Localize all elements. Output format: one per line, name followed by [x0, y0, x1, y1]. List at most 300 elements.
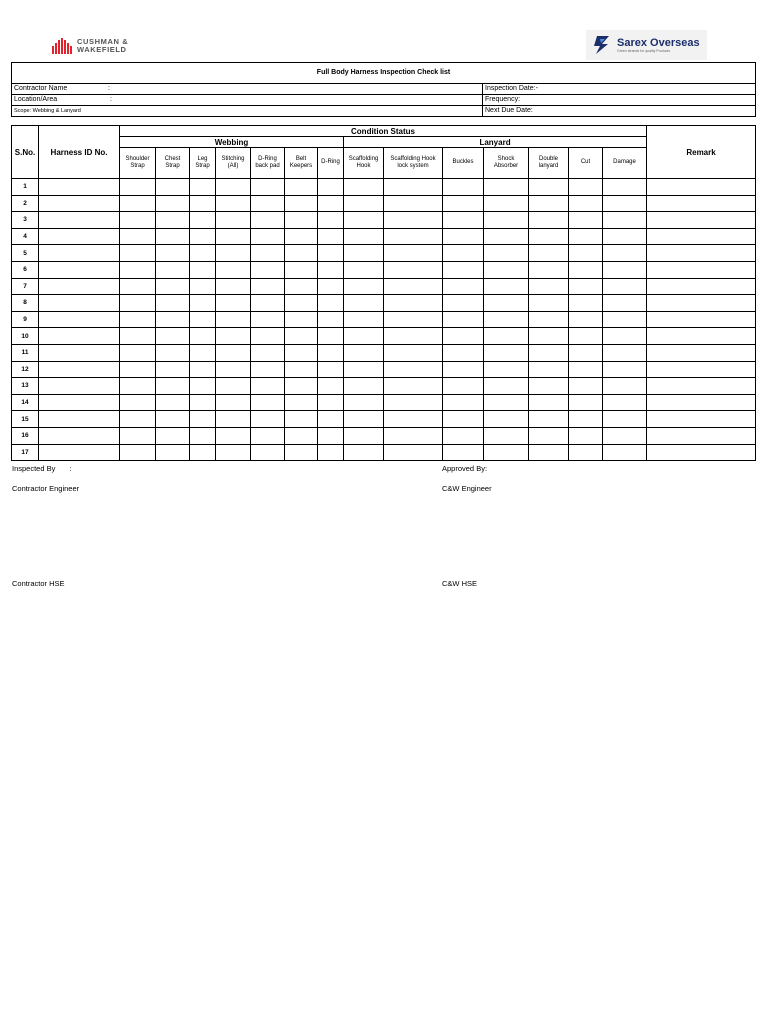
condition-cell[interactable] [484, 278, 529, 295]
condition-cell[interactable] [216, 394, 251, 411]
condition-cell[interactable] [344, 228, 384, 245]
condition-cell[interactable] [529, 411, 569, 428]
condition-cell[interactable] [156, 228, 190, 245]
condition-cell[interactable] [384, 311, 443, 328]
contractor-name-label: Contractor Name [14, 85, 68, 92]
remark-cell[interactable] [647, 311, 756, 328]
condition-cell[interactable] [190, 295, 216, 312]
condition-cell[interactable] [318, 179, 344, 196]
frequency-field[interactable] [483, 95, 756, 106]
remark-cell[interactable] [647, 261, 756, 278]
condition-cell[interactable] [120, 278, 156, 295]
scope-label: Scope: Webbing & Lanyard [14, 108, 81, 114]
condition-cell[interactable] [251, 344, 285, 361]
condition-cell[interactable] [384, 261, 443, 278]
condition-cell[interactable] [285, 245, 318, 262]
remark-cell[interactable] [647, 427, 756, 444]
condition-cell[interactable] [318, 228, 344, 245]
condition-cell[interactable] [529, 195, 569, 212]
condition-cell[interactable] [344, 195, 384, 212]
condition-cell[interactable] [603, 427, 647, 444]
condition-cell[interactable] [443, 311, 484, 328]
condition-cell[interactable] [216, 228, 251, 245]
condition-cell[interactable] [216, 179, 251, 196]
table-row [12, 394, 756, 411]
condition-cell[interactable] [216, 328, 251, 345]
condition-cell[interactable] [484, 444, 529, 461]
condition-cell[interactable] [484, 228, 529, 245]
condition-cell[interactable] [120, 261, 156, 278]
table-row [12, 261, 756, 278]
harness-id-cell[interactable] [39, 228, 120, 245]
condition-cell[interactable] [384, 212, 443, 229]
condition-cell[interactable] [529, 444, 569, 461]
condition-cell[interactable] [120, 344, 156, 361]
condition-cell[interactable] [484, 261, 529, 278]
condition-cell[interactable] [443, 278, 484, 295]
condition-cell[interactable] [484, 179, 529, 196]
condition-cell[interactable] [285, 328, 318, 345]
remark-cell[interactable] [647, 328, 756, 345]
condition-cell[interactable] [529, 394, 569, 411]
webbing-col-header-line: Belt [295, 155, 307, 162]
remark-cell[interactable] [647, 378, 756, 395]
condition-cell[interactable] [384, 328, 443, 345]
form-title: Full Body Harness Inspection Check list [12, 63, 756, 84]
condition-cell[interactable] [484, 212, 529, 229]
condition-cell[interactable] [156, 245, 190, 262]
condition-cell[interactable] [156, 444, 190, 461]
remark-cell[interactable] [647, 344, 756, 361]
condition-cell[interactable] [384, 245, 443, 262]
condition-cell[interactable] [344, 394, 384, 411]
condition-cell[interactable] [344, 261, 384, 278]
condition-cell[interactable] [156, 295, 190, 312]
condition-cell[interactable] [156, 311, 190, 328]
condition-cell[interactable] [251, 245, 285, 262]
condition-cell[interactable] [190, 179, 216, 196]
condition-cell[interactable] [216, 427, 251, 444]
condition-cell[interactable] [251, 228, 285, 245]
condition-cell[interactable] [529, 179, 569, 196]
condition-cell[interactable] [216, 444, 251, 461]
harness-id-cell[interactable] [39, 179, 120, 196]
condition-cell[interactable] [443, 344, 484, 361]
condition-cell[interactable] [569, 212, 603, 229]
contractor-name-field[interactable] [12, 84, 483, 95]
condition-cell[interactable] [156, 212, 190, 229]
condition-cell[interactable] [156, 328, 190, 345]
condition-cell[interactable] [285, 228, 318, 245]
webbing-col-header [190, 148, 216, 179]
condition-cell[interactable] [285, 311, 318, 328]
condition-cell[interactable] [603, 344, 647, 361]
condition-cell[interactable] [603, 179, 647, 196]
condition-cell[interactable] [318, 328, 344, 345]
condition-cell[interactable] [443, 179, 484, 196]
lanyard-col-header [529, 148, 569, 179]
condition-cell[interactable] [318, 195, 344, 212]
condition-cell[interactable] [251, 361, 285, 378]
condition-cell[interactable] [484, 411, 529, 428]
condition-cell[interactable] [569, 444, 603, 461]
condition-cell[interactable] [120, 179, 156, 196]
condition-cell[interactable] [384, 444, 443, 461]
inspection-date-field[interactable] [483, 84, 756, 95]
harness-id-cell[interactable] [39, 212, 120, 229]
condition-cell[interactable] [190, 411, 216, 428]
harness-id-cell[interactable] [39, 378, 120, 395]
condition-cell[interactable] [251, 212, 285, 229]
remark-cell[interactable] [647, 444, 756, 461]
condition-cell[interactable] [251, 311, 285, 328]
condition-cell[interactable] [344, 212, 384, 229]
condition-cell[interactable] [484, 344, 529, 361]
condition-cell[interactable] [443, 378, 484, 395]
condition-cell[interactable] [443, 444, 484, 461]
condition-cell[interactable] [569, 361, 603, 378]
condition-cell[interactable] [318, 245, 344, 262]
condition-cell[interactable] [384, 427, 443, 444]
condition-cell[interactable] [344, 328, 384, 345]
condition-cell[interactable] [251, 394, 285, 411]
row-number: 17 [12, 444, 39, 461]
condition-cell[interactable] [443, 411, 484, 428]
lanyard-col-header [443, 148, 484, 179]
condition-cell[interactable] [603, 278, 647, 295]
condition-cell[interactable] [344, 344, 384, 361]
harness-id-cell[interactable] [39, 261, 120, 278]
condition-cell[interactable] [156, 344, 190, 361]
cw-hse-label: C&W HSE [442, 579, 478, 588]
condition-cell[interactable] [318, 444, 344, 461]
condition-cell[interactable] [156, 394, 190, 411]
condition-cell[interactable] [251, 411, 285, 428]
condition-cell[interactable] [529, 228, 569, 245]
condition-cell[interactable] [569, 411, 603, 428]
condition-cell[interactable] [156, 361, 190, 378]
condition-cell[interactable] [384, 278, 443, 295]
condition-cell[interactable] [285, 261, 318, 278]
condition-cell[interactable] [120, 378, 156, 395]
condition-cell[interactable] [120, 328, 156, 345]
condition-cell[interactable] [285, 361, 318, 378]
condition-cell[interactable] [318, 394, 344, 411]
harness-id-cell[interactable] [39, 411, 120, 428]
table-row [12, 427, 756, 444]
condition-cell[interactable] [216, 378, 251, 395]
condition-cell[interactable] [603, 245, 647, 262]
remark-cell[interactable] [647, 228, 756, 245]
condition-cell[interactable] [318, 295, 344, 312]
condition-cell[interactable] [603, 444, 647, 461]
condition-cell[interactable] [190, 361, 216, 378]
condition-cell[interactable] [529, 344, 569, 361]
harness-id-cell[interactable] [39, 361, 120, 378]
condition-cell[interactable] [120, 411, 156, 428]
condition-cell[interactable] [529, 311, 569, 328]
remark-cell[interactable] [647, 179, 756, 196]
condition-cell[interactable] [120, 212, 156, 229]
condition-cell[interactable] [216, 261, 251, 278]
condition-cell[interactable] [216, 311, 251, 328]
condition-cell[interactable] [569, 427, 603, 444]
condition-cell[interactable] [344, 427, 384, 444]
condition-cell[interactable] [569, 344, 603, 361]
condition-cell[interactable] [569, 328, 603, 345]
condition-cell[interactable] [384, 394, 443, 411]
remark-cell[interactable] [647, 245, 756, 262]
condition-cell[interactable] [190, 261, 216, 278]
condition-cell[interactable] [344, 444, 384, 461]
remark-cell[interactable] [647, 195, 756, 212]
condition-cell[interactable] [443, 361, 484, 378]
harness-id-cell[interactable] [39, 444, 120, 461]
condition-cell[interactable] [156, 378, 190, 395]
condition-cell[interactable] [190, 311, 216, 328]
harness-id-cell[interactable] [39, 295, 120, 312]
condition-cell[interactable] [190, 212, 216, 229]
condition-cell[interactable] [156, 427, 190, 444]
condition-cell[interactable] [156, 195, 190, 212]
harness-id-cell[interactable] [39, 245, 120, 262]
remark-cell[interactable] [647, 212, 756, 229]
condition-cell[interactable] [285, 212, 318, 229]
condition-cell[interactable] [190, 444, 216, 461]
condition-cell[interactable] [384, 295, 443, 312]
lanyard-col-header-line: Cut [580, 159, 591, 166]
condition-cell[interactable] [216, 195, 251, 212]
condition-cell[interactable] [344, 411, 384, 428]
condition-cell[interactable] [529, 295, 569, 312]
condition-cell[interactable] [484, 394, 529, 411]
condition-cell[interactable] [344, 378, 384, 395]
condition-cell[interactable] [190, 328, 216, 345]
condition-cell[interactable] [251, 179, 285, 196]
condition-cell[interactable] [190, 245, 216, 262]
condition-cell[interactable] [484, 378, 529, 395]
condition-cell[interactable] [216, 361, 251, 378]
condition-cell[interactable] [120, 245, 156, 262]
lanyard-col-header [484, 148, 529, 179]
form-header-table [11, 62, 756, 117]
condition-cell[interactable] [156, 261, 190, 278]
condition-cell[interactable] [529, 427, 569, 444]
condition-cell[interactable] [484, 295, 529, 312]
condition-cell[interactable] [190, 228, 216, 245]
remark-cell[interactable] [647, 394, 756, 411]
condition-cell[interactable] [569, 261, 603, 278]
condition-cell[interactable] [190, 278, 216, 295]
condition-cell[interactable] [443, 295, 484, 312]
condition-cell[interactable] [344, 179, 384, 196]
scope-field [12, 106, 483, 117]
condition-cell[interactable] [120, 295, 156, 312]
condition-cell[interactable] [569, 195, 603, 212]
condition-cell[interactable] [251, 295, 285, 312]
condition-cell[interactable] [120, 427, 156, 444]
condition-cell[interactable] [603, 195, 647, 212]
condition-cell[interactable] [569, 278, 603, 295]
condition-cell[interactable] [443, 212, 484, 229]
condition-cell[interactable] [216, 295, 251, 312]
lanyard-col-header-line: Damage [613, 159, 636, 166]
condition-cell[interactable] [484, 427, 529, 444]
condition-cell[interactable] [318, 427, 344, 444]
condition-cell[interactable] [156, 179, 190, 196]
condition-cell[interactable] [529, 261, 569, 278]
condition-cell[interactable] [285, 427, 318, 444]
condition-cell[interactable] [603, 261, 647, 278]
condition-cell[interactable] [344, 278, 384, 295]
condition-cell[interactable] [443, 228, 484, 245]
harness-id-cell[interactable] [39, 328, 120, 345]
condition-cell[interactable] [603, 361, 647, 378]
harness-id-cell[interactable] [39, 278, 120, 295]
condition-cell[interactable] [318, 212, 344, 229]
condition-cell[interactable] [569, 394, 603, 411]
condition-cell[interactable] [120, 394, 156, 411]
condition-cell[interactable] [251, 278, 285, 295]
condition-cell[interactable] [569, 179, 603, 196]
condition-cell[interactable] [318, 311, 344, 328]
condition-cell[interactable] [443, 245, 484, 262]
condition-cell[interactable] [384, 344, 443, 361]
condition-cell[interactable] [529, 361, 569, 378]
remark-cell[interactable] [647, 295, 756, 312]
next-due-date-field[interactable] [483, 106, 756, 117]
condition-cell[interactable] [285, 394, 318, 411]
condition-cell[interactable] [484, 311, 529, 328]
condition-cell[interactable] [216, 212, 251, 229]
table-row [12, 344, 756, 361]
condition-cell[interactable] [529, 378, 569, 395]
condition-cell[interactable] [251, 195, 285, 212]
condition-cell[interactable] [318, 378, 344, 395]
condition-cell[interactable] [251, 261, 285, 278]
condition-cell[interactable] [190, 394, 216, 411]
remark-cell[interactable] [647, 278, 756, 295]
condition-cell[interactable] [285, 195, 318, 212]
condition-cell[interactable] [120, 311, 156, 328]
condition-cell[interactable] [120, 228, 156, 245]
condition-cell[interactable] [190, 378, 216, 395]
condition-cell[interactable] [318, 361, 344, 378]
condition-cell[interactable] [484, 328, 529, 345]
condition-cell[interactable] [603, 212, 647, 229]
condition-cell[interactable] [285, 295, 318, 312]
condition-cell[interactable] [190, 344, 216, 361]
row-number: 5 [12, 245, 39, 262]
condition-cell[interactable] [285, 411, 318, 428]
condition-cell[interactable] [120, 444, 156, 461]
harness-id-cell[interactable] [39, 195, 120, 212]
condition-cell[interactable] [384, 361, 443, 378]
condition-cell[interactable] [484, 195, 529, 212]
condition-cell[interactable] [318, 261, 344, 278]
condition-cell[interactable] [603, 394, 647, 411]
condition-cell[interactable] [484, 361, 529, 378]
condition-cell[interactable] [251, 378, 285, 395]
condition-cell[interactable] [443, 427, 484, 444]
harness-id-cell[interactable] [39, 311, 120, 328]
condition-cell[interactable] [120, 361, 156, 378]
condition-cell[interactable] [190, 427, 216, 444]
row-number: 9 [12, 311, 39, 328]
condition-cell[interactable] [318, 278, 344, 295]
condition-cell[interactable] [285, 278, 318, 295]
condition-cell[interactable] [569, 311, 603, 328]
condition-cell[interactable] [529, 245, 569, 262]
condition-cell[interactable] [216, 411, 251, 428]
condition-cell[interactable] [384, 411, 443, 428]
condition-cell[interactable] [603, 311, 647, 328]
condition-cell[interactable] [569, 245, 603, 262]
condition-cell[interactable] [529, 278, 569, 295]
condition-cell[interactable] [251, 328, 285, 345]
condition-cell[interactable] [384, 179, 443, 196]
condition-cell[interactable] [156, 411, 190, 428]
condition-cell[interactable] [569, 295, 603, 312]
condition-cell[interactable] [216, 278, 251, 295]
location-area-field[interactable] [12, 95, 483, 106]
condition-cell[interactable] [285, 344, 318, 361]
remark-header: Remark [647, 126, 756, 179]
condition-cell[interactable] [344, 295, 384, 312]
condition-cell[interactable] [603, 228, 647, 245]
remark-cell[interactable] [647, 411, 756, 428]
condition-cell[interactable] [285, 179, 318, 196]
condition-cell[interactable] [251, 427, 285, 444]
condition-cell[interactable] [344, 311, 384, 328]
condition-cell[interactable] [529, 328, 569, 345]
condition-cell[interactable] [318, 411, 344, 428]
condition-cell[interactable] [190, 195, 216, 212]
condition-cell[interactable] [569, 228, 603, 245]
condition-cell[interactable] [384, 378, 443, 395]
harness-id-cell[interactable] [39, 394, 120, 411]
table-row [12, 411, 756, 428]
condition-cell[interactable] [603, 295, 647, 312]
condition-cell[interactable] [443, 328, 484, 345]
condition-cell[interactable] [603, 328, 647, 345]
harness-id-cell[interactable] [39, 427, 120, 444]
condition-cell[interactable] [120, 195, 156, 212]
condition-cell[interactable] [285, 378, 318, 395]
condition-cell[interactable] [384, 195, 443, 212]
condition-cell[interactable] [443, 195, 484, 212]
condition-cell[interactable] [318, 344, 344, 361]
condition-cell[interactable] [569, 378, 603, 395]
condition-cell[interactable] [344, 245, 384, 262]
condition-cell[interactable] [251, 444, 285, 461]
condition-cell[interactable] [484, 245, 529, 262]
condition-cell[interactable] [216, 245, 251, 262]
condition-cell[interactable] [216, 344, 251, 361]
webbing-col-header-line: Strap [130, 163, 145, 169]
condition-cell[interactable] [443, 394, 484, 411]
condition-cell[interactable] [156, 278, 190, 295]
condition-cell[interactable] [603, 378, 647, 395]
condition-cell[interactable] [344, 361, 384, 378]
condition-cell[interactable] [529, 212, 569, 229]
condition-cell[interactable] [285, 444, 318, 461]
harness-id-cell[interactable] [39, 344, 120, 361]
remark-cell[interactable] [647, 361, 756, 378]
condition-cell[interactable] [443, 261, 484, 278]
condition-cell[interactable] [384, 228, 443, 245]
condition-cell[interactable] [603, 411, 647, 428]
